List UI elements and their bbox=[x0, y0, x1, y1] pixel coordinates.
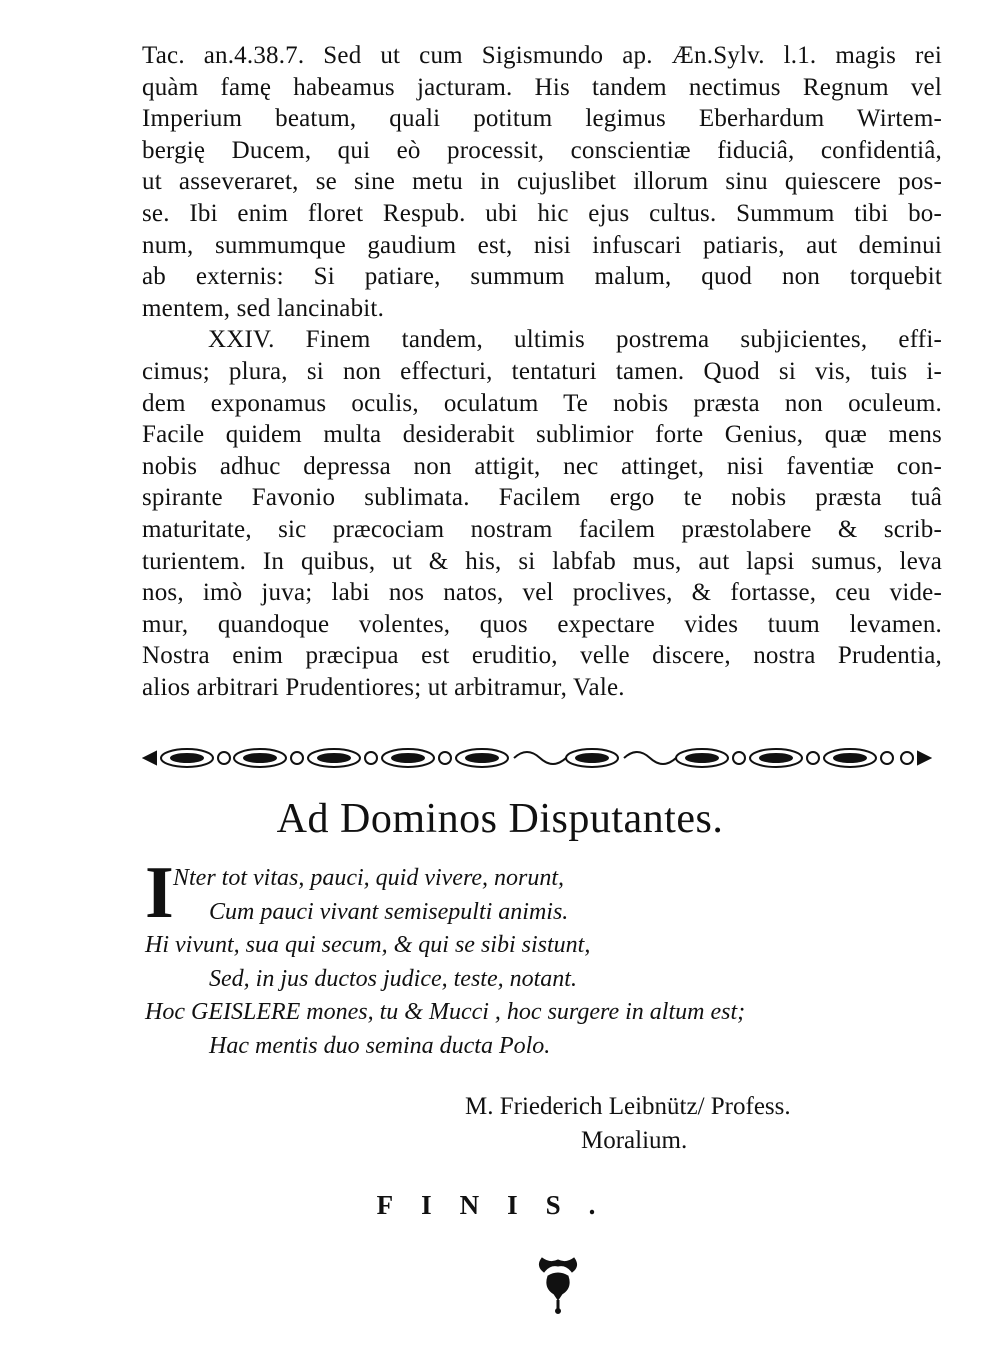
ornamental-divider bbox=[142, 738, 932, 778]
signature-name: M. Friederich Leibnütz/ Profess. bbox=[465, 1093, 791, 1120]
text-line: mur, quandoque volentes, quos expectare vides tuum levamen. bbox=[142, 610, 942, 638]
text-line: Facile quidem multa desiderabit sublimior forte Genius, quæ mens bbox=[142, 421, 942, 449]
author-signature bbox=[465, 1090, 791, 1158]
text-line: turientem. In quibus, ut & his, si labfab mus, aut lapsi sumus, leva bbox=[142, 547, 942, 575]
text-line: maturitate, sic præcociam nostram facilem præstolabere & scrib- bbox=[142, 515, 942, 543]
text-line: Tac. an.4.38.7. Sed ut cum Sigismundo ap. Æn.Sylv. l.1. magis rei bbox=[142, 42, 942, 69]
poem-line: Nter tot vitas, pauci, quid vivere, norunt, bbox=[173, 865, 565, 891]
text-line: quàm famę habeamus jacturam. His tandem nectimus Regnum vel bbox=[142, 73, 942, 101]
text-line: cimus; plura, si non effecturi, tentaturi tamen. Quod si vis, tuis i- bbox=[142, 357, 942, 385]
poem-line: Sed, in jus ductos judice, teste, notant. bbox=[209, 965, 577, 992]
text-line: nos, imò juva; labi nos natos, vel proclives, & fortasse, ceu vide- bbox=[142, 579, 942, 607]
section-heading: Ad Dominos Disputantes. bbox=[276, 796, 724, 842]
text-line: Nostra enim præcipua est eruditio, velle discere, nostra Prudentia, bbox=[142, 642, 942, 670]
poem-line: Hac mentis duo semina ducta Polo. bbox=[209, 1032, 551, 1059]
text-line: spirante Favonio sublimata. Facilem ergo te nobis præsta tuâ bbox=[142, 484, 942, 512]
section-start-line: XXIV. Finem tandem, ultimis postrema subjicientes, effi- bbox=[208, 326, 942, 354]
text-line: nobis adhuc depressa non attigit, nec attinget, nisi faventiæ con- bbox=[142, 452, 942, 480]
text-line: se. Ibi enim floret Respub. ubi hic ejus cultus. Summum tibi bo- bbox=[142, 199, 942, 227]
drop-cap: I bbox=[145, 852, 174, 934]
finis-mark: FINIS. bbox=[376, 1190, 624, 1220]
poem-line: Hi vivunt, sua qui secum, & qui se sibi sistunt, bbox=[145, 932, 591, 958]
text-line: alios arbitrari Prudentiores; ut arbitramur, Vale. bbox=[142, 673, 625, 701]
text-line: ut asseveraret, se sine metu in cujuslibet illorum sinu quiescere pos- bbox=[142, 168, 942, 196]
poem-line: Cum pauci vivant semisepulti animis. bbox=[209, 898, 569, 925]
text-line: mentem, sed lancinabit. bbox=[142, 294, 385, 322]
text-line: Imperium beatum, quali potitum legimus Eberhardum Wirtem- bbox=[142, 105, 942, 133]
dedicatory-poem bbox=[145, 862, 945, 1063]
poem-line: Hoc GEISLERE mones, tu & Mucci , hoc surgere in altum est; bbox=[145, 999, 746, 1025]
text-line: num, summumque gaudium est, nisi infuscari patiaris, aut deminui bbox=[142, 231, 942, 259]
text-line: bergię Ducem, qui eò processit, conscientiæ fiduciâ, confidentiâ, bbox=[142, 136, 942, 164]
body-text bbox=[142, 40, 942, 703]
signature-title: Moralium. bbox=[581, 1127, 688, 1154]
text-line: dem exponamus oculis, oculatum Te nobis præsta non oculeum. bbox=[142, 389, 942, 417]
tailpiece-ornament-icon bbox=[532, 1252, 584, 1314]
text-line: ab externis: Si patiare, summum malum, quod non torquebit bbox=[142, 263, 942, 291]
